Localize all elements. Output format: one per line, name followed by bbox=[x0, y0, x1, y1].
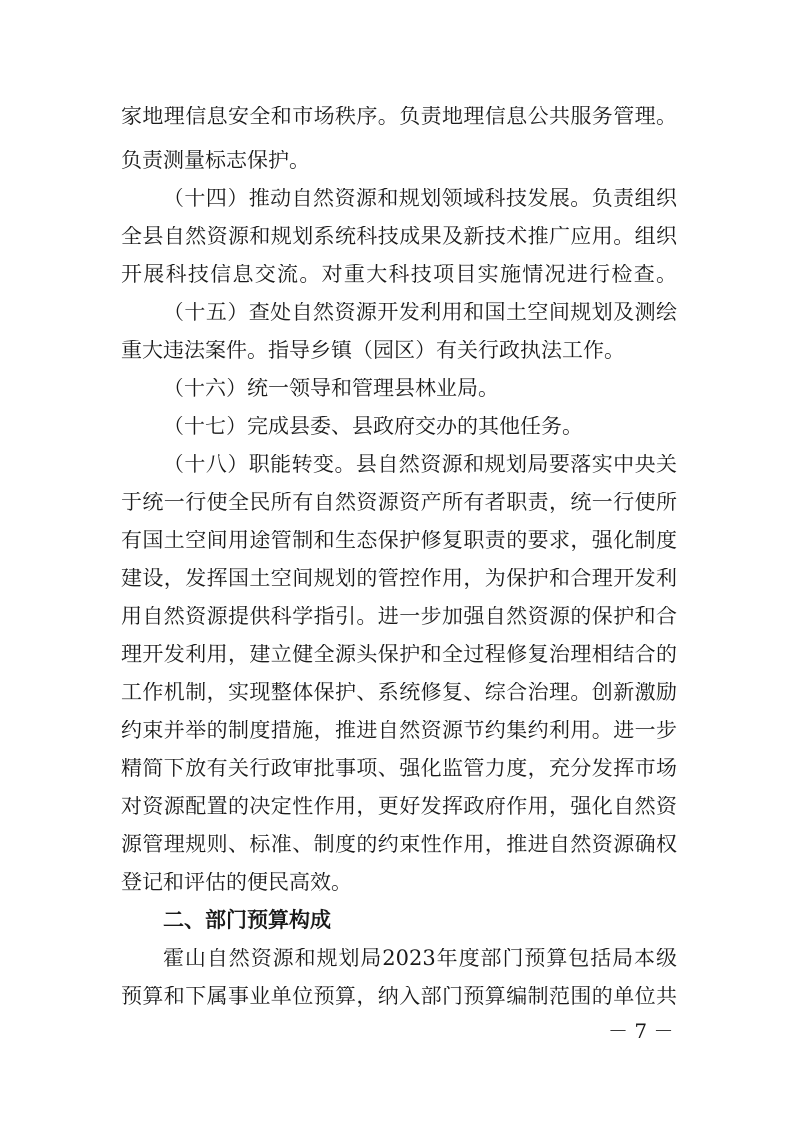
paragraph-line: 工作机制，实现整体保护、系统修复、综合治理。创新激励 bbox=[121, 682, 677, 703]
paragraph-line: 精简下放有关行政审批事项、强化监管力度，充分发挥市场 bbox=[121, 758, 677, 779]
paragraph-line: 家地理信息安全和市场秩序。负责地理信息公共服务管理。 bbox=[121, 106, 677, 127]
paragraph-line: 建设，发挥国土空间规划的管控作用，为保护和合理开发利 bbox=[121, 568, 677, 589]
paragraph-line: 用自然资源提供科学指引。进一步加强自然资源的保护和合 bbox=[121, 606, 677, 627]
paragraph-line: 开展科技信息交流。对重大科技项目实施情况进行检查。 bbox=[121, 264, 677, 285]
paragraph-line: 有国土空间用途管制和生态保护修复职责的要求，强化制度 bbox=[121, 530, 677, 551]
section-heading: 二、部门预算构成 bbox=[163, 908, 331, 932]
paragraph-line: 约束并举的制度措施，推进自然资源节约集约利用。进一步 bbox=[121, 720, 677, 741]
paragraph-line: （十四）推动自然资源和规划领域科技发展。负责组织 bbox=[163, 188, 677, 209]
paragraph-line: （十六）统一领导和管理县林业局。 bbox=[163, 378, 499, 399]
paragraph-line: 霍山自然资源和规划局2023年度部门预算包括局本级 bbox=[163, 948, 677, 969]
paragraph-line: 登记和评估的便民高效。 bbox=[121, 872, 352, 893]
paragraph-line: （十八）职能转变。县自然资源和规划局要落实中央关 bbox=[163, 454, 677, 475]
paragraph-line: （十五）查处自然资源开发利用和国土空间规划及测绘 bbox=[163, 302, 677, 323]
paragraph-line: （十七）完成县委、县政府交办的其他任务。 bbox=[163, 416, 583, 437]
paragraph-line: 重大违法案件。指导乡镇（园区）有关行政执法工作。 bbox=[121, 340, 625, 361]
paragraph-line: 于统一行使全民所有自然资源资产所有者职责，统一行使所 bbox=[121, 492, 677, 513]
paragraph-line: 理开发利用，建立健全源头保护和全过程修复治理相结合的 bbox=[121, 644, 677, 665]
paragraph-line: 对资源配置的决定性作用，更好发挥政府作用，强化自然资 bbox=[121, 796, 677, 817]
page-number: － 7 － bbox=[608, 1019, 674, 1043]
paragraph-line: 预算和下属事业单位预算，纳入部门预算编制范围的单位共 bbox=[121, 986, 677, 1007]
paragraph-line: 源管理规则、标准、制度的约束性作用，推进自然资源确权 bbox=[121, 834, 677, 855]
paragraph-line: 全县自然资源和规划系统科技成果及新技术推广应用。组织 bbox=[121, 226, 677, 247]
paragraph-line: 负责测量标志保护。 bbox=[121, 150, 310, 171]
